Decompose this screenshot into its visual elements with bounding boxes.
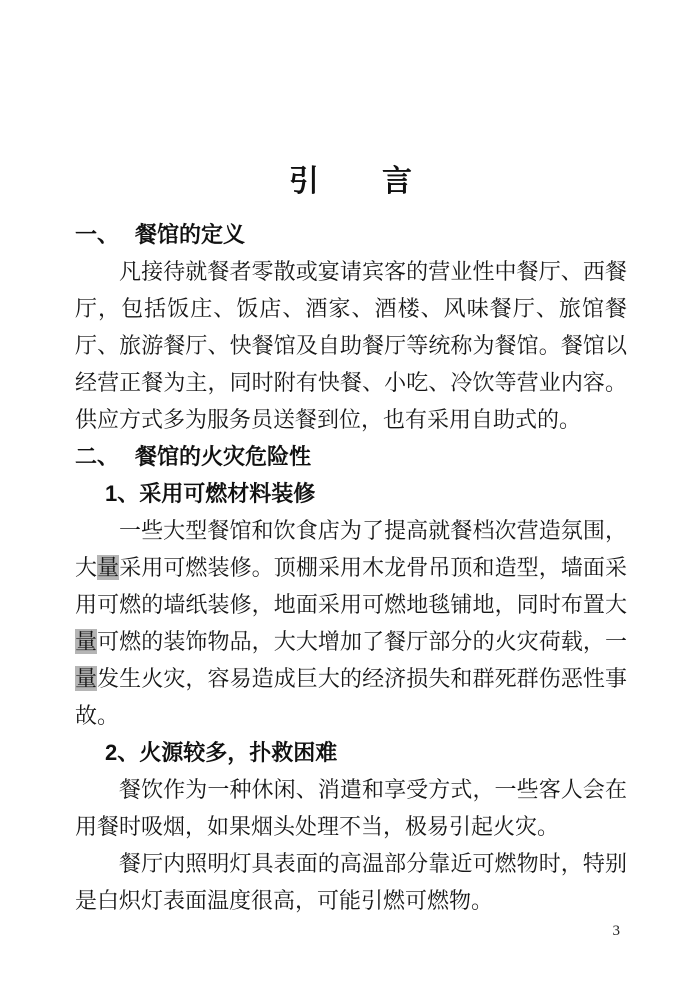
document-title: 引 言 — [289, 165, 413, 198]
document-body — [75, 216, 627, 919]
page-number: 3 — [612, 923, 620, 939]
section-number: 一、 — [75, 222, 120, 247]
highlighted-char: 量 — [97, 555, 120, 580]
text-run: 发生火灾，容易造成巨大的经济损失和群死群伤恶性事故。 — [75, 666, 627, 728]
text-run: 采用可燃装修。顶棚采用木龙骨吊顶和造型，墙面采用可燃的墙纸装修，地面采用可燃地毯铺地，同时布置大 — [75, 555, 627, 617]
paragraph — [75, 845, 627, 919]
subsection-heading: 1、采用可燃材料装修 — [105, 481, 316, 506]
highlighted-char: 量 — [75, 666, 98, 691]
text-run: 餐厅内照明灯具表面的高温部分靠近可燃物时，特别是白炽灯表面温度很高，可能引燃可燃物。 — [75, 851, 627, 913]
section-title: 餐馆的火灾危险性 — [135, 444, 312, 469]
text-run: 凡接待就餐者零散或宴请宾客的营业性中餐厅、西餐厅，包括饭庄、饭店、酒家、酒楼、风味餐厅、旅馆餐厅、旅游餐厅、快餐馆及自助餐厅等统称为餐馆。餐馆以经营正餐为主，同时附有快餐、小吃、冷饮等营业内容。供应方式多为服务员送餐到位，也有采用自助式的。 — [75, 259, 627, 432]
section-heading — [75, 438, 627, 475]
section-heading — [75, 216, 627, 253]
text-run: 一些大型餐馆和饮食店为了提高就餐档次营造氛围，大 — [75, 518, 627, 580]
subsection-heading: 2、火源较多，扑救困难 — [105, 740, 338, 765]
section-title: 餐馆的定义 — [135, 222, 246, 247]
text-run: 餐饮作为一种休闲、消遣和享受方式，一些客人会在用餐时吸烟，如果烟头处理不当，极易引起火灾。 — [75, 777, 627, 839]
paragraph — [75, 771, 627, 845]
section-number: 二、 — [75, 444, 120, 469]
text-run: 可燃的装饰物品，大大增加了餐厅部分的火灾荷载，一 — [97, 629, 627, 654]
highlighted-char: 量 — [75, 629, 98, 654]
paragraph — [75, 253, 627, 438]
paragraph — [75, 512, 627, 734]
